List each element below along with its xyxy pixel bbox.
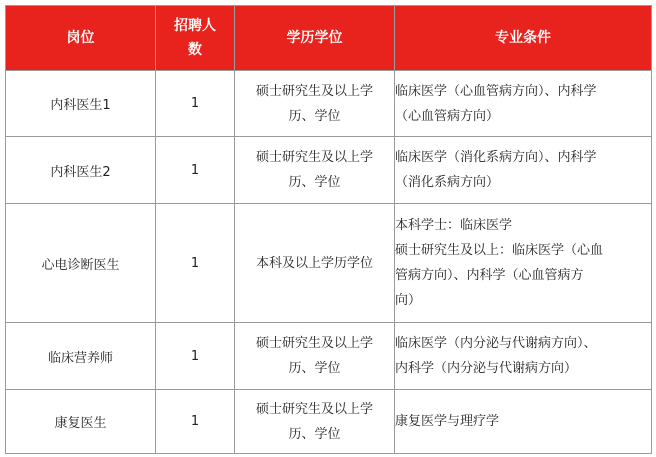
header-education: 学历学位 bbox=[235, 6, 395, 71]
requirements-line: （心血管病方向） bbox=[395, 108, 500, 124]
education-line: 硕士研究生及以上学 bbox=[255, 401, 373, 417]
count-cell: 1 bbox=[156, 204, 235, 323]
requirements-line: 本科学士：临床医学 bbox=[395, 218, 513, 233]
requirements-line: 硕士研究生及以上：临床医学（心血 bbox=[395, 243, 604, 258]
header-requirements: 专业条件 bbox=[395, 6, 652, 71]
header-count-line1: 招聘人 bbox=[174, 18, 216, 34]
requirements-cell bbox=[395, 323, 652, 390]
position-cell: 内科医生1 bbox=[6, 71, 156, 137]
education-cell bbox=[235, 323, 395, 390]
requirements-cell bbox=[395, 204, 652, 323]
table-row bbox=[6, 204, 652, 323]
requirements-cell bbox=[395, 390, 652, 454]
requirements-line: 临床医学（心血管病方向）、内科学 bbox=[395, 83, 597, 99]
education-line: 历、学位 bbox=[288, 108, 341, 124]
education-line: 硕士研究生及以上学 bbox=[255, 150, 373, 165]
education-cell bbox=[235, 390, 395, 454]
requirements-line: 内科学（内分泌与代谢病方向） bbox=[395, 361, 578, 376]
table-row bbox=[6, 71, 652, 137]
count-cell: 1 bbox=[156, 323, 235, 390]
requirements-line: 向） bbox=[395, 293, 422, 308]
position-cell: 康复医生 bbox=[6, 390, 156, 454]
count-cell: 1 bbox=[156, 390, 235, 454]
position-cell: 临床营养师 bbox=[6, 323, 156, 390]
education-cell bbox=[235, 71, 395, 137]
header-count bbox=[156, 6, 235, 71]
education-line: 历、学位 bbox=[288, 175, 341, 190]
recruitment-table-container bbox=[5, 5, 652, 454]
education-cell bbox=[235, 137, 395, 204]
header-position: 岗位 bbox=[6, 6, 156, 71]
requirements-line: 管病方向）、内科学（心血管病方 bbox=[395, 268, 584, 283]
requirements-cell bbox=[395, 137, 652, 204]
table-row bbox=[6, 390, 652, 454]
position-cell: 内科医生2 bbox=[6, 137, 156, 204]
count-cell: 1 bbox=[156, 137, 235, 204]
count-cell: 1 bbox=[156, 71, 235, 137]
education-line: 硕士研究生及以上学 bbox=[255, 336, 373, 351]
requirements-line: 康复医学与理疗学 bbox=[395, 414, 500, 429]
requirements-line: 临床医学（消化系病方向）、内科学 bbox=[395, 150, 597, 165]
recruitment-table bbox=[5, 5, 652, 454]
header-row bbox=[6, 6, 652, 71]
education-cell bbox=[235, 204, 395, 323]
requirements-line: （消化系病方向） bbox=[395, 175, 500, 190]
position-cell: 心电诊断医生 bbox=[6, 204, 156, 323]
education-line: 历、学位 bbox=[288, 361, 341, 376]
education-line: 本科及以上学历学位 bbox=[255, 255, 373, 271]
header-count-line2: 数 bbox=[188, 42, 202, 58]
table-row bbox=[6, 137, 652, 204]
education-line: 硕士研究生及以上学 bbox=[255, 83, 373, 99]
table-row bbox=[6, 323, 652, 390]
requirements-cell bbox=[395, 71, 652, 137]
education-line: 历、学位 bbox=[288, 426, 341, 442]
requirements-line: 临床医学（内分泌与代谢病方向）、 bbox=[395, 336, 597, 351]
